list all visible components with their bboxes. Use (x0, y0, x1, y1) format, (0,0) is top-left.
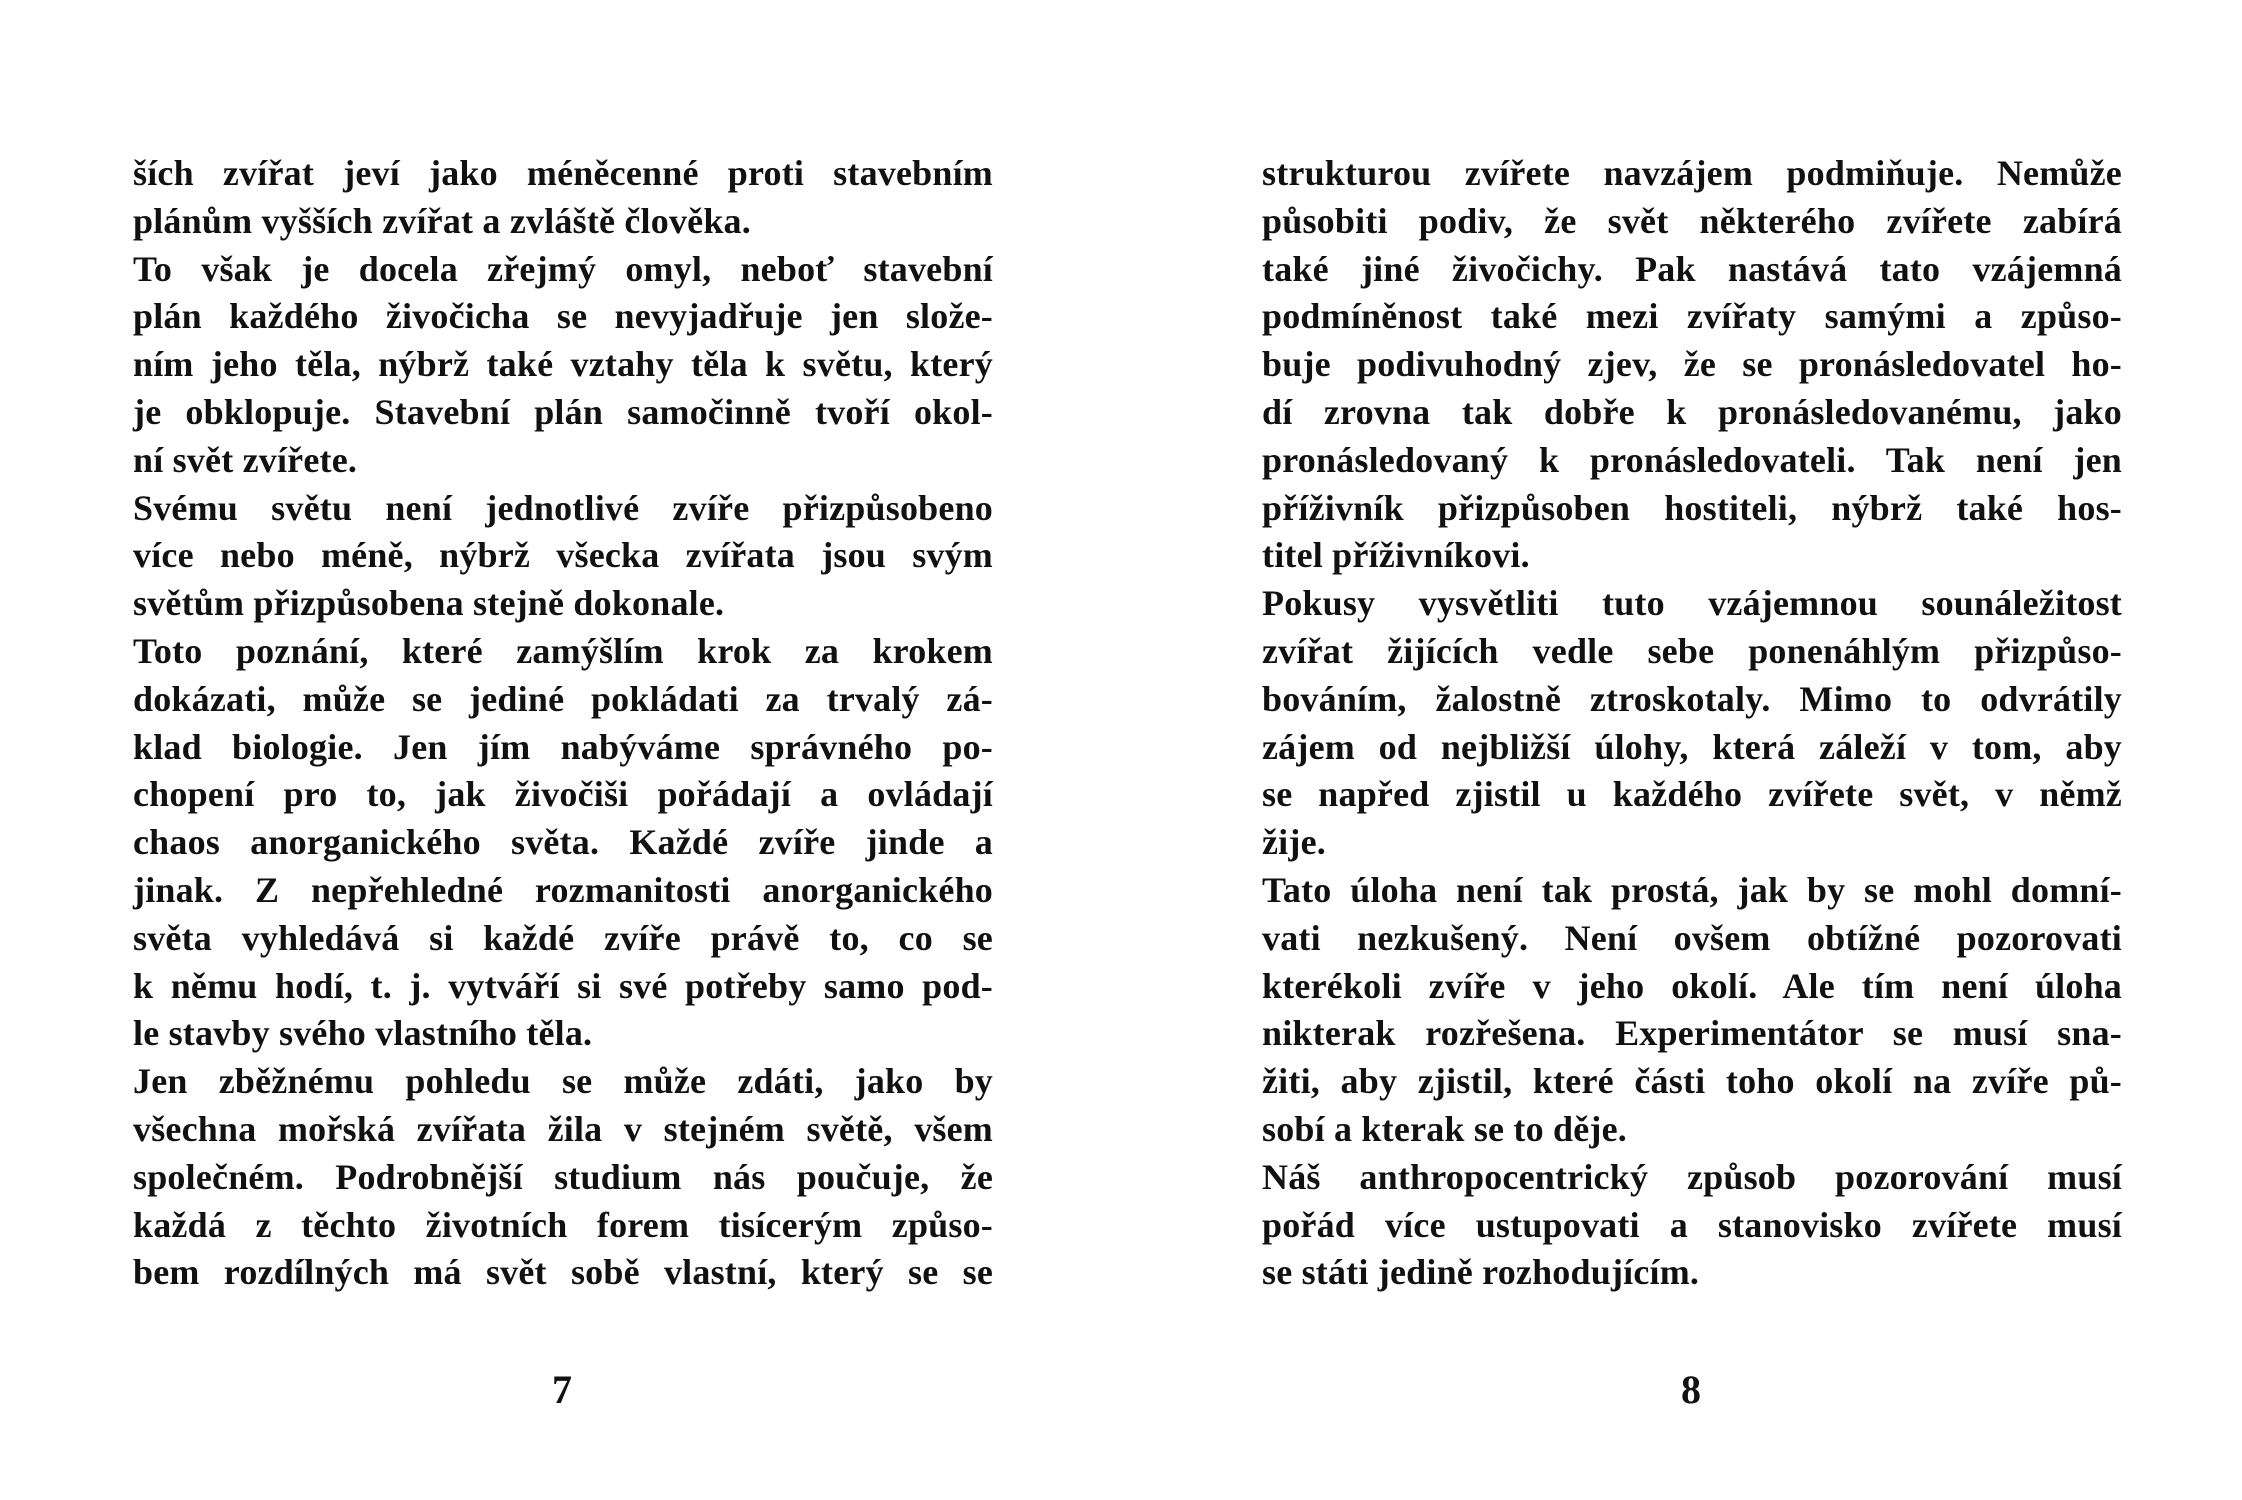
text-line: každá z těchto životních forem tisícerým způso- (133, 1204, 993, 1245)
right-page-text (1262, 150, 2122, 1297)
text-line: Pokusy vysvětliti tuto vzájemnou sounáležitost (1262, 583, 2122, 624)
text-line: plán každého živočicha se nevyjadřuje jen slože- (133, 296, 993, 337)
text-line: vati nezkušený. Není ovšem obtížné pozorovati (1262, 917, 2122, 958)
text-line: nikterak rozřešena. Experimentátor se musí sna- (1262, 1013, 2122, 1054)
text-line: ších zvířat jeví jako méněcenné proti stavebním (133, 153, 993, 193)
text-line: To však je docela zřejmý omyl, neboť stavební (133, 248, 993, 289)
text-line: Toto poznání, které zamýšlím krok za krokem (133, 630, 993, 671)
text-line: světa vyhledává si každé zvíře právě to, co se (133, 917, 993, 958)
text-line: chopení pro to, jak živočiši pořádají a ovládají (133, 774, 993, 815)
text-line: jinak. Z nepřehledné rozmanitosti anorganického (133, 869, 993, 910)
text-line: podmíněnost také mezi zvířaty samými a způso- (1262, 296, 2122, 337)
text-line: také jiné živočichy. Pak nastává tato vzájemná (1262, 248, 2122, 289)
page-number-right: 8 (1681, 1367, 1701, 1412)
text-line: zvířat žijících vedle sebe ponenáhlým přizpůso- (1262, 630, 2122, 671)
text-line: chaos anorganického světa. Každé zvíře jinde a (133, 822, 993, 863)
text-line: společném. Podrobnější studium nás poučuje, že (133, 1156, 993, 1197)
text-line: zájem od nejbližší úlohy, která záleží v tom, aby (1262, 726, 2122, 767)
text-line: všechna mořská zvířata žila v stejném světě, všem (133, 1108, 993, 1149)
text-line: plánům vyšších zvířat a zvláště člověka. (133, 200, 751, 241)
left-page-text (133, 150, 993, 1297)
text-line: je obklopuje. Stavební plán samočinně tvoří okol- (133, 391, 993, 432)
text-line: Svému světu není jednotlivé zvíře přizpůsobeno (133, 487, 993, 528)
text-line: pronásledovaný k pronásledovateli. Tak není jen (1262, 439, 2122, 480)
text-line: světům přizpůsobena stejně dokonale. (133, 583, 725, 624)
text-line: žiti, aby zjistil, které části toho okolí na zvíře pů- (1262, 1061, 2122, 1102)
text-line: sobí a kterak se to děje. (1262, 1108, 1627, 1149)
text-line: bem rozdílných má svět sobě vlastní, který se se (133, 1252, 993, 1293)
text-line: buje podivuhodný zjev, že se pronásledovatel ho- (1262, 344, 2122, 385)
text-line: Tato úloha není tak prostá, jak by se mohl domní- (1262, 869, 2122, 910)
text-line: Jen zběžnému pohledu se může zdáti, jako by (133, 1061, 993, 1102)
text-line: dokázati, může se jediné pokládati za trvalý zá- (133, 678, 993, 719)
text-line: se napřed zjistil u každého zvířete svět, v němž (1262, 774, 2122, 815)
text-line: klad biologie. Jen jím nabýváme správného po- (133, 726, 993, 767)
text-line: se státi jedině rozhodujícím. (1262, 1252, 1700, 1293)
text-line: pořád více ustupovati a stanovisko zvířete musí (1262, 1204, 2122, 1245)
text-line: kterékoli zvíře v jeho okolí. Ale tím není úloha (1262, 965, 2122, 1006)
text-line: žije. (1262, 822, 1326, 863)
text-line: titel příživníkovi. (1262, 535, 1530, 576)
left-page (133, 150, 993, 1297)
text-line: bováním, žalostně ztroskotaly. Mimo to odvrátily (1262, 678, 2122, 719)
text-line: více nebo méně, nýbrž všecka zvířata jsou svým (133, 535, 993, 576)
page-number-left: 7 (552, 1367, 572, 1412)
text-line: strukturou zvířete navzájem podmiňuje. Nemůže (1262, 153, 2122, 193)
text-line: le stavby svého vlastního těla. (133, 1013, 593, 1054)
text-line: Náš anthropocentrický způsob pozorování musí (1262, 1156, 2122, 1197)
right-page (1262, 150, 2122, 1297)
text-line: působiti podiv, že svět některého zvířete zabírá (1262, 200, 2122, 241)
text-line: příživník přizpůsoben hostiteli, nýbrž také hos- (1262, 487, 2122, 528)
text-line: ní svět zvířete. (133, 439, 358, 480)
text-line: k němu hodí, t. j. vytváří si své potřeby samo pod- (133, 965, 993, 1006)
text-line: dí zrovna tak dobře k pronásledovanému, jako (1262, 391, 2122, 432)
text-line: ním jeho těla, nýbrž také vztahy těla k světu, který (133, 344, 993, 385)
